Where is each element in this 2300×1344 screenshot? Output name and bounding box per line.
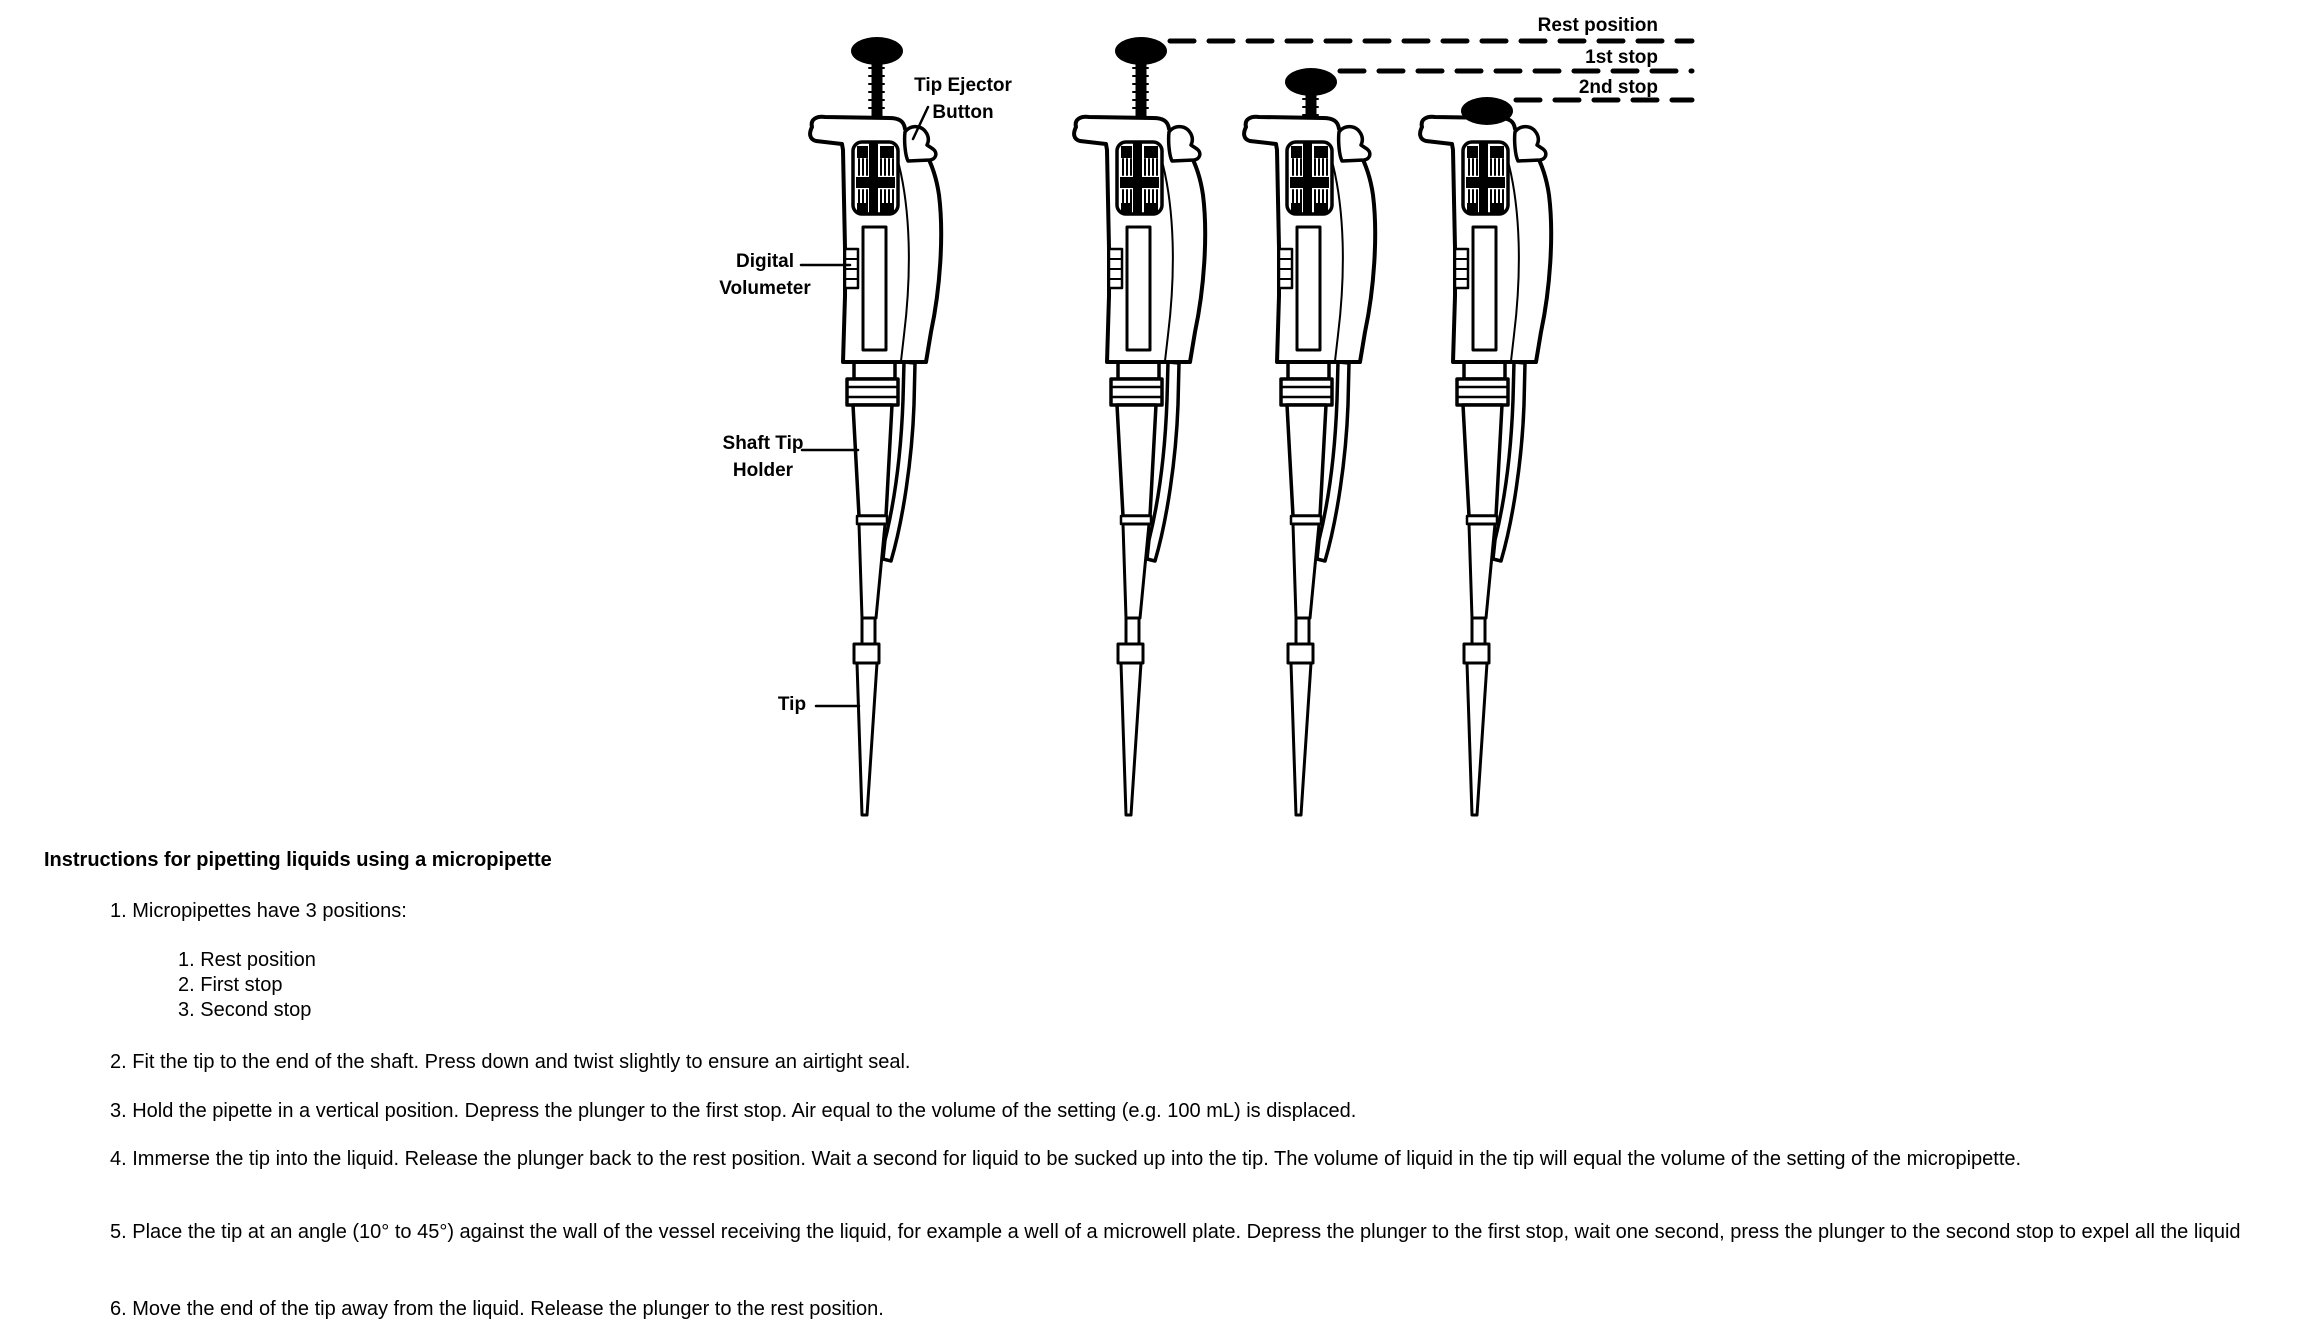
digital-volumeter-label-line1: Digital <box>735 251 795 272</box>
instruction-item-4: 4. Immerse the tip into the liquid. Release the plunger back to the rest position. Wait a second for liquid to be sucked up into the tip. The volume of liquid in the tip will equal the volume of the setting of the micropipette. <box>110 1148 2022 1170</box>
instruction-sublist <box>178 948 316 1023</box>
instruction-item-3: 3. Hold the pipette in a vertical position. Depress the plunger to the first stop. Air equal to the volume of the setting (e.g. 100 mL) is displaced. <box>110 1100 1357 1122</box>
tip-ejector-label-line2: Button <box>932 102 994 123</box>
instruction-item-2: 2. Fit the tip to the end of the shaft. Press down and twist slightly to ensure an airtight seal. <box>110 1051 911 1073</box>
sub-item-first-stop: 2. First stop <box>178 974 283 996</box>
pipette-4 <box>1420 97 1551 815</box>
tip-ejector-label <box>900 72 1026 126</box>
tip-ejector-label-line1: Tip Ejector <box>914 75 1012 96</box>
rest-position-label: Rest position <box>1537 15 1658 36</box>
first-stop-label: 1st stop <box>1585 47 1658 68</box>
pipette-1 <box>810 37 941 815</box>
plunger-knob <box>851 37 903 65</box>
sub-item-rest-position: 1. Rest position <box>178 949 316 971</box>
pipette-2 <box>1074 37 1205 815</box>
shaft-tip-holder-label-line2: Holder <box>732 460 794 481</box>
plunger-knob <box>1285 68 1337 96</box>
instructions-heading: Instructions for pipetting liquids using a micropipette <box>44 849 552 871</box>
digital-volumeter-label <box>712 248 818 302</box>
instruction-item-5: 5. Place the tip at an angle (10° to 45°) against the wall of the vessel receiving the liquid, for example a well of a microwell plate. Depress the plunger to the first stop, wait one second, press the plunger to the second stop to expel all the liquid <box>110 1221 2241 1243</box>
instruction-item-6: 6. Move the end of the tip away from the liquid. Release the plunger to the rest position. <box>110 1298 884 1320</box>
sub-item-second-stop: 3. Second stop <box>178 999 312 1021</box>
plunger-knob <box>1461 97 1513 125</box>
second-stop-label: 2nd stop <box>1578 77 1658 98</box>
plunger-knob <box>1115 37 1167 65</box>
pipette-3 <box>1244 68 1375 815</box>
shaft-tip-holder-label <box>710 430 816 484</box>
digital-volumeter-label-line2: Volumeter <box>719 278 811 299</box>
instruction-item-1: 1. Micropipettes have 3 positions: <box>110 900 407 922</box>
shaft-tip-holder-label-line1: Shaft Tip <box>722 433 804 454</box>
tip-label: Tip <box>777 694 807 715</box>
